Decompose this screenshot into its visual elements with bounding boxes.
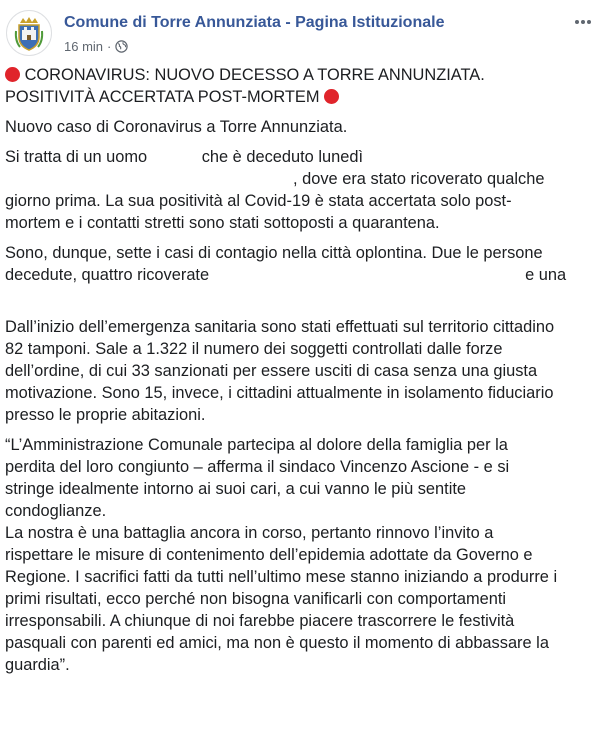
p5-line-7: Regione. I sacrifici fatti da tutti nell’ultimo mese stanno iniziando a produrre i xyxy=(5,568,558,586)
p5-line-11: guardia”. xyxy=(5,656,70,674)
post-meta xyxy=(64,39,128,54)
paragraph-1 xyxy=(5,116,601,138)
paragraph-5 xyxy=(5,434,601,676)
post-header xyxy=(0,0,607,62)
more-dots-icon xyxy=(574,19,592,25)
headline-line-2: POSITIVITÀ ACCERTATA POST-MORTEM xyxy=(5,88,320,106)
p3-text-b: decedute, quattro ricoverate xyxy=(5,266,210,284)
p5-line-3: stringe idealmente intorno ai suoi cari, a cui vanno le più sentite xyxy=(5,480,467,498)
p4-line-4: motivazione. Sono 15, invece, i cittadini attualmente in isolamento fiduciario xyxy=(5,384,554,402)
paragraph-4 xyxy=(5,316,601,426)
blank-line xyxy=(5,294,601,316)
p2-text-c: , dove era stato ricoverato qualche xyxy=(293,170,545,188)
paragraph-2 xyxy=(5,146,601,234)
page-avatar[interactable] xyxy=(6,10,52,56)
p3-text-a: Sono, dunque, sette i casi di contagio nella città oplontina. Due le persone xyxy=(5,244,543,262)
post-body xyxy=(5,64,601,684)
more-options-button[interactable] xyxy=(573,12,593,32)
p5-line-6: rispettare le misure di contenimento dell’epidemia adottate da Governo e xyxy=(5,546,533,564)
coat-of-arms-icon xyxy=(7,11,51,55)
p4-line-2: 82 tamponi. Sale a 1.322 il numero dei soggetti controllati dalle forze xyxy=(5,340,503,358)
red-circle-icon xyxy=(5,67,20,82)
p3-text-c: e una xyxy=(525,266,567,284)
p2-text-d: giorno prima. La sua positività al Covid-19 è stata accertata solo post- xyxy=(5,192,512,210)
paragraph-3 xyxy=(5,242,601,286)
meta-separator: · xyxy=(107,39,112,54)
p5-line-2: perdita del loro congiunto – afferma il sindaco Vincenzo Ascione - e si xyxy=(5,458,510,476)
p5-line-1: “L’Amministrazione Comunale partecipa al dolore della famiglia per la xyxy=(5,436,508,454)
p2-text-a: Si tratta di un uomo xyxy=(5,148,148,166)
p5-line-5: La nostra è una battaglia ancora in corso, pertanto rinnovo l’invito a xyxy=(5,524,494,542)
red-circle-icon xyxy=(324,89,339,104)
p4-line-5: presso le proprie abitazioni. xyxy=(5,406,206,424)
globe-icon[interactable] xyxy=(115,40,128,53)
p5-line-4: condoglianze. xyxy=(5,502,107,520)
p5-line-8: primi risultati, ecco perché non bisogna vanificarli con comportamenti xyxy=(5,590,507,608)
p2-text-e: mortem e i contatti stretti sono stati sottoposti a quarantena. xyxy=(5,214,440,232)
p5-line-9: irresponsabili. A chiunque di noi farebbe piacere trascorrere le festività xyxy=(5,612,515,630)
p2-text-b: che è deceduto lunedì xyxy=(201,148,364,166)
p4-line-1: Dall’inizio dell’emergenza sanitaria sono stati effettuati sul territorio cittadino xyxy=(5,318,555,336)
p5-line-10: pasquali con parenti ed amici, ma non è questo il momento di abbassare la xyxy=(5,634,549,652)
paragraph-1-text: Nuovo caso di Coronavirus a Torre Annunziata. xyxy=(5,118,348,136)
p4-line-3: dell’ordine, di cui 33 sanzionati per essere usciti di casa senza una giusta xyxy=(5,362,538,380)
headline-line-1: CORONAVIRUS: NUOVO DECESSO A TORRE ANNUNZIATA. xyxy=(24,66,485,84)
post-headline xyxy=(5,64,601,108)
page-name-link[interactable]: Comune di Torre Annunziata - Pagina Istituzionale xyxy=(64,14,445,31)
post-timestamp[interactable]: 16 min xyxy=(64,39,104,54)
